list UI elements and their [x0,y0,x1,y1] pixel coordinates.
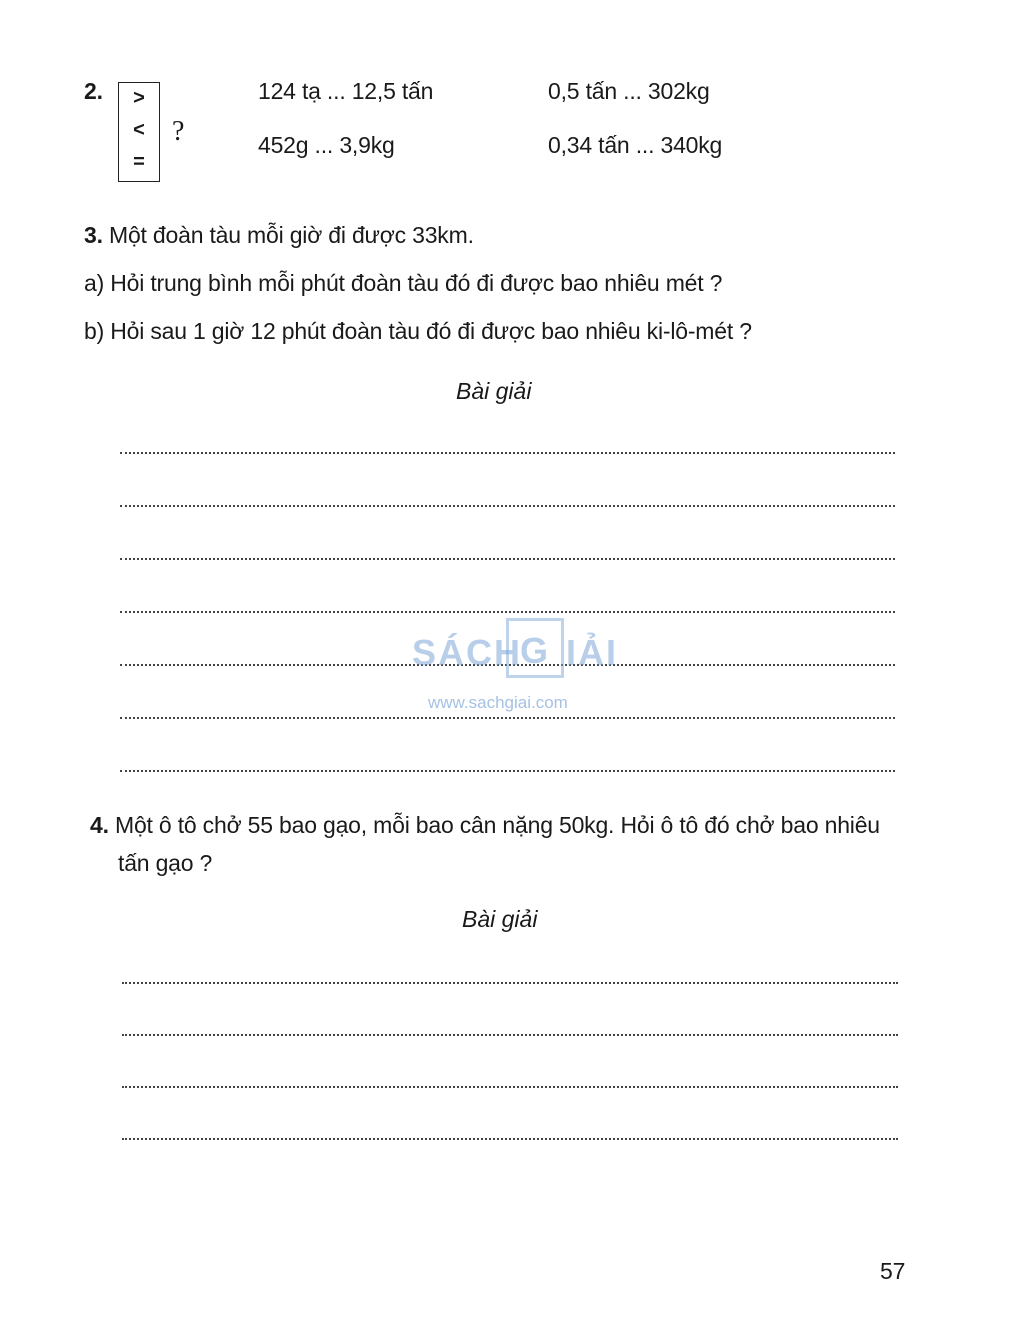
solution-heading: Bài giải [456,378,532,404]
answer-line [122,1086,898,1088]
answer-line [120,558,895,560]
answer-line [120,611,895,613]
greater-than-symbol: > [133,87,145,109]
exercise-3-statement [84,222,474,249]
watermark-url: www.sachgiai.com [428,693,568,712]
exercise-4-text-line-2: tấn gạo ? [118,850,213,876]
comparison-item: 0,34 tấn ... 340kg [548,132,723,158]
answer-line [122,1138,898,1140]
equals-symbol: = [133,151,145,173]
watermark-text-left: SÁCH [412,632,523,673]
comparison-item: 124 tạ ... 12,5 tấn [258,78,434,104]
exercise-3-text: Một đoàn tàu mỗi giờ đi được 33km. [109,222,474,248]
exercise-3-part-b: b) Hỏi sau 1 giờ 12 phút đoàn tàu đó đi được bao nhiêu ki-lô-mét ? [84,318,752,344]
answer-line [120,770,895,772]
exercise-4-text-line-1: Một ô tô chở 55 bao gạo, mỗi bao cân nặng 50kg. Hỏi ô tô đó chở bao nhiêu [115,812,880,838]
comparison-symbols-box [118,82,160,182]
exercise-2-number: 2. [84,78,103,104]
exercise-4-statement [90,812,880,839]
exercise-3-part-a: a) Hỏi trung bình mỗi phút đoàn tàu đó đi được bao nhiêu mét ? [84,270,723,296]
less-than-symbol: < [133,119,145,141]
watermark-logo-letter: G [520,630,551,671]
question-mark: ? [172,116,185,147]
exercise-4-number: 4. [90,812,109,838]
comparison-item: 0,5 tấn ... 302kg [548,78,710,104]
solution-heading: Bài giải [462,906,538,932]
watermark-text-right: IẢI [566,632,619,673]
answer-line [122,1034,898,1036]
answer-line [120,717,895,719]
page-number: 57 [880,1258,906,1284]
exercise-3-number: 3. [84,222,103,248]
answer-line [120,505,895,507]
answer-line [120,452,895,454]
comparison-item: 452g ... 3,9kg [258,132,395,158]
answer-line [122,982,898,984]
